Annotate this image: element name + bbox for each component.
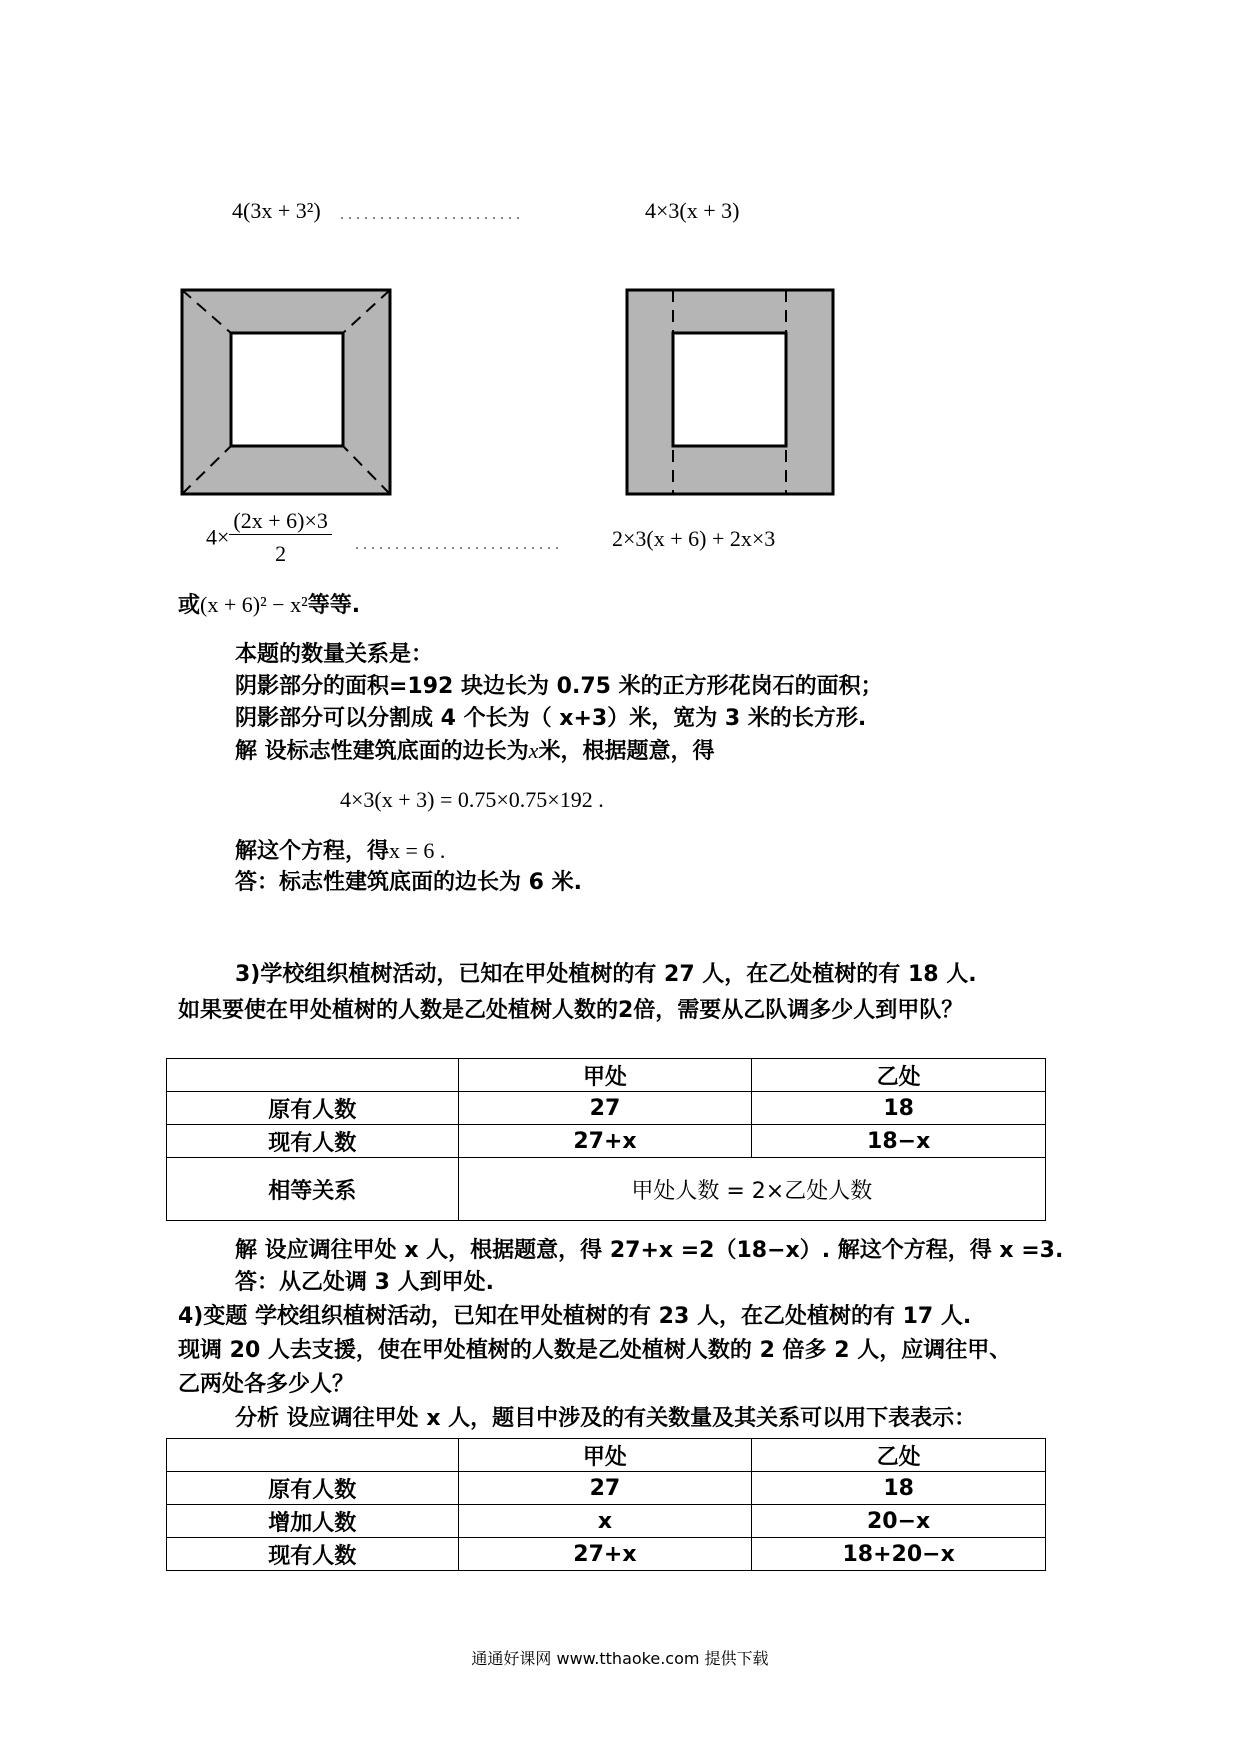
formula-1-right: 4×3(x + 3) — [645, 198, 740, 223]
analysis-line-4 — [235, 736, 714, 767]
solution-3-line-1: 解 设应调往甲处 x 人，根据题意，得 27+x =2（18−x）. 解这个方程，得 x =3. — [235, 1238, 1064, 1263]
solution-intro-end: 米，根据题意，得 — [538, 739, 715, 764]
table-cell: 18 — [752, 1092, 1046, 1125]
analysis-answer: 答：标志性建筑底面的边长为 6 米. — [235, 870, 582, 895]
table-row-relation — [167, 1158, 1046, 1221]
table-row — [167, 1505, 1046, 1538]
variable-x: x — [528, 738, 539, 763]
row-label: 现有人数 — [167, 1125, 459, 1158]
row-label: 增加人数 — [167, 1505, 459, 1538]
formula-2-left — [206, 508, 332, 567]
problem-3-line-1: 3)学校组织植树活动，已知在甲处植树的有 27 人，在乙处植树的有 18 人. — [235, 962, 977, 987]
table-cell: 18−x — [752, 1125, 1046, 1158]
table-header-cell: 乙处 — [752, 1059, 1046, 1092]
inner-square — [231, 333, 343, 446]
problem-4-analysis: 分析 设应调往甲处 x 人，题目中涉及的有关数量及其关系可以用下表表示： — [235, 1406, 977, 1431]
table-row — [167, 1472, 1046, 1505]
analysis-line-1: 本题的数量关系是： — [235, 642, 434, 667]
analysis-line-3: 阴影部分可以分割成 4 个长为（ x+3）米，宽为 3 米的长方形. — [235, 706, 867, 731]
row-label: 原有人数 — [167, 1472, 459, 1505]
table-1 — [166, 1058, 1046, 1221]
solution-3-answer: 答：从乙处调 3 人到甲处. — [235, 1270, 494, 1295]
problem-4-line-3: 乙两处各多少人？ — [178, 1372, 355, 1397]
table-header-row — [167, 1439, 1046, 1472]
analysis-line-5 — [235, 836, 445, 867]
formula-3-suffix: 等等. — [307, 593, 361, 618]
square-diagram-vertical-cuts — [625, 288, 840, 498]
table-header-cell — [167, 1059, 459, 1092]
solution-intro: 解 设标志性建筑底面的边长为 — [235, 739, 529, 764]
table-row — [167, 1125, 1046, 1158]
problem-4-line-2: 现调 20 人去支援，使在甲处植树的人数是乙处植树人数的 2 倍多 2 人，应调往甲、 — [178, 1338, 1012, 1363]
formula-3 — [178, 590, 360, 621]
formula-2-prefix: 4× — [206, 524, 230, 550]
table-cell: 20−x — [752, 1505, 1046, 1538]
solve-text: 解这个方程，得 — [235, 839, 390, 864]
dot-leader: ....................... — [340, 206, 524, 223]
analysis-line-2: 阴影部分的面积=192 块边长为 0.75 米的正方形花岗石的面积； — [235, 674, 883, 699]
table-row — [167, 1538, 1046, 1571]
page-footer: 通通好课网 www.tthaoke.com 提供下载 — [471, 1649, 769, 1668]
square-diagram-diagonal-cuts — [180, 288, 395, 498]
problem-3-line-2: 如果要使在甲处植树的人数是乙处植树人数的2倍，需要从乙队调多少人到甲队？ — [178, 998, 964, 1023]
table-header-cell: 乙处 — [752, 1439, 1046, 1472]
table-cell: x — [458, 1505, 752, 1538]
relation-cell: 甲处人数 = 2×乙处人数 — [458, 1158, 1045, 1221]
table-cell: 27 — [458, 1092, 752, 1125]
table-cell: 27 — [458, 1472, 752, 1505]
dot-leader: .......................... — [355, 536, 563, 553]
inner-square — [673, 333, 786, 446]
row-label: 原有人数 — [167, 1092, 459, 1125]
table-header-cell: 甲处 — [458, 1439, 752, 1472]
table-cell: 18+20−x — [752, 1538, 1046, 1571]
table-cell: 27+x — [458, 1125, 752, 1158]
formula-3-prefix: 或 — [178, 593, 201, 618]
formula-3-expression: (x + 6)² − x² — [200, 592, 308, 617]
formula-1-left: 4(3x + 3²) — [232, 198, 321, 223]
row-label: 相等关系 — [167, 1158, 459, 1221]
table-header-cell — [167, 1439, 459, 1472]
fraction-numerator: (2x + 6)×3 — [229, 508, 331, 535]
table-cell: 27+x — [458, 1538, 752, 1571]
table-header-cell: 甲处 — [458, 1059, 752, 1092]
formula-2-right: 2×3(x + 6) + 2x×3 — [612, 526, 776, 551]
equation: 4×3(x + 3) = 0.75×0.75×192 . — [340, 787, 604, 812]
fraction-denominator: 2 — [275, 541, 287, 566]
table-2 — [166, 1438, 1046, 1571]
row-label: 现有人数 — [167, 1538, 459, 1571]
fraction — [229, 508, 331, 567]
table-row — [167, 1092, 1046, 1125]
table-cell: 18 — [752, 1472, 1046, 1505]
problem-4-line-1: 4)变题 学校组织植树活动，已知在甲处植树的有 23 人，在乙处植树的有 17 人. — [178, 1304, 972, 1329]
table-header-row — [167, 1059, 1046, 1092]
solution-value: x = 6 . — [389, 838, 446, 863]
